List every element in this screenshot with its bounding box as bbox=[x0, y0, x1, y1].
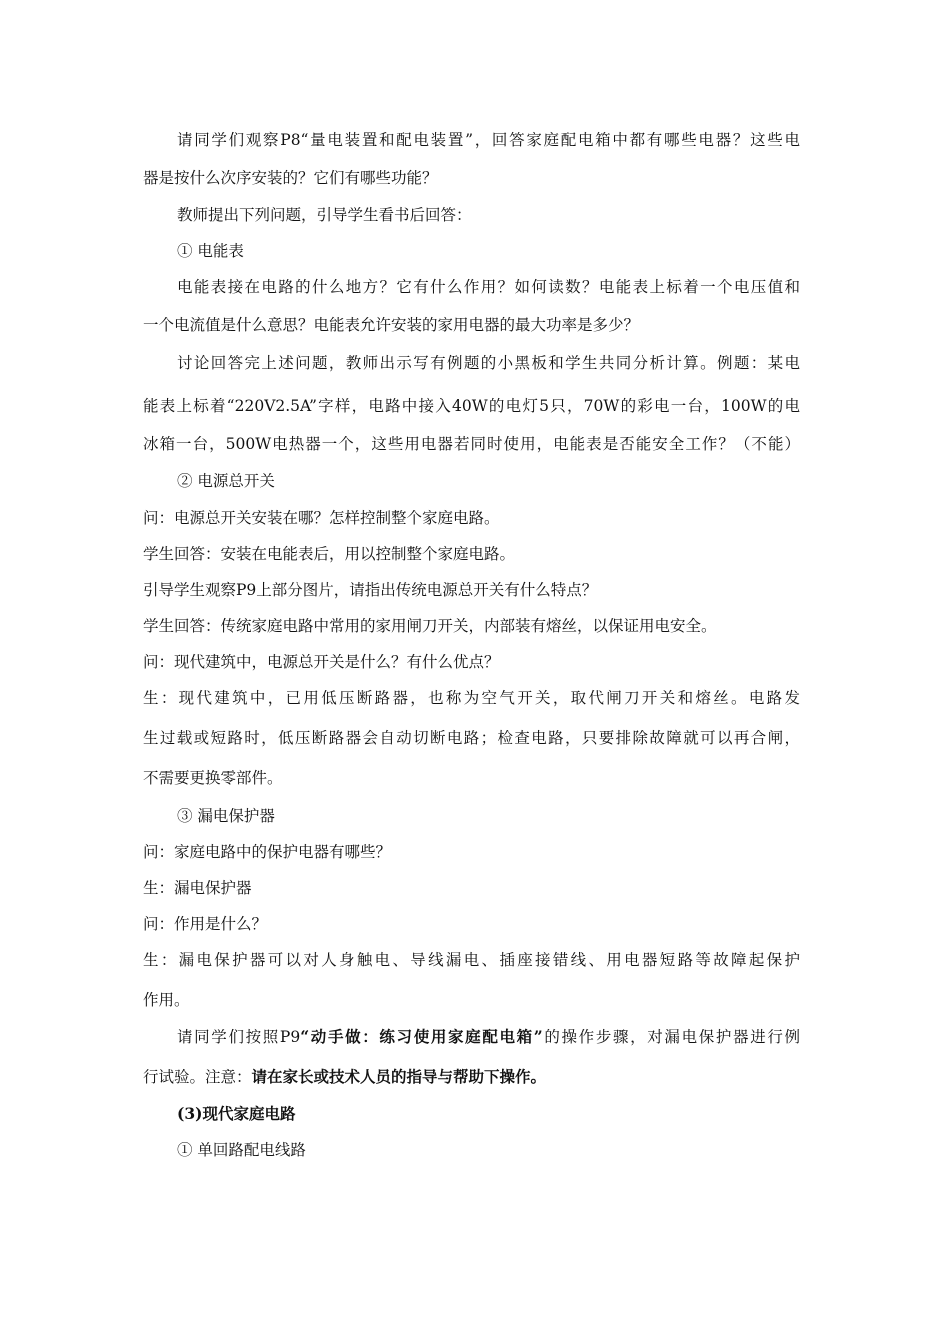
paragraph-p14-line-2: 作用。 bbox=[143, 991, 190, 1009]
p15-line-1-pre: 请同学们按照P9 bbox=[177, 1028, 301, 1046]
paragraph-p2: 教师提出下列问题，引导学生看书后回答： bbox=[177, 206, 472, 224]
paragraph-p4-line-2: 能表上标着“220V2.5A”字样，电路中接入40W的电灯5只，70W的彩电一台，100W的电 bbox=[143, 397, 800, 415]
paragraph-p1-line-2: 器是按什么次序安装的？它们有哪些功能？ bbox=[143, 169, 438, 187]
heading-modern-home-circuit: (3)现代家庭电路 bbox=[177, 1104, 296, 1123]
paragraph-p4-line-3: 冰箱一台，500W电热器一个，这些用电器若同时使用，电能表是否能安全工作？（不能） bbox=[143, 435, 800, 453]
paragraph-p15-line-1 bbox=[0, 1027, 800, 1047]
heading-electric-meter: ① 电能表 bbox=[177, 242, 244, 260]
p15-line-1-bold: “动手做：练习使用家庭配电箱” bbox=[300, 1027, 543, 1046]
paragraph-p8: 学生回答：传统家庭电路中常用的家用闸刀开关，内部装有熔丝，以保证用电安全。 bbox=[143, 617, 717, 635]
p15-line-2-pre: 行试验。注意： bbox=[143, 1068, 252, 1086]
paragraph-p1-line-1: 请同学们观察P8“量电装置和配电装置”，回答家庭配电箱中都有哪些电器？这些电 bbox=[177, 131, 800, 149]
p15-line-1-post: 的操作步骤，对漏电保护器进行例 bbox=[542, 1028, 800, 1046]
paragraph-p4-line-1: 讨论回答完上述问题，教师出示写有例题的小黑板和学生共同分析计算。例题：某电 bbox=[177, 354, 800, 372]
paragraph-p10-line-2: 生过载或短路时，低压断路器会自动切断电路；检查电路，只要排除故障就可以再合闸， bbox=[143, 729, 800, 747]
heading-single-loop-wiring: ① 单回路配电线路 bbox=[177, 1141, 306, 1159]
paragraph-p3-line-2: 一个电流值是什么意思？电能表允许安装的家用电器的最大功率是多少？ bbox=[143, 316, 640, 334]
p15-line-2-bold: 请在家长或技术人员的指导与帮助下操作。 bbox=[251, 1067, 547, 1086]
paragraph-p11: 问：家庭电路中的保护电器有哪些？ bbox=[143, 843, 392, 861]
paragraph-p10-line-1: 生：现代建筑中，已用低压断路器，也称为空气开关，取代闸刀开关和熔丝。电路发 bbox=[143, 689, 800, 707]
paragraph-p5: 问：电源总开关安装在哪？怎样控制整个家庭电路。 bbox=[143, 509, 500, 527]
paragraph-p10-line-3: 不需要更换零部件。 bbox=[143, 769, 283, 787]
paragraph-p6: 学生回答：安装在电能表后，用以控制整个家庭电路。 bbox=[143, 545, 516, 563]
heading-main-switch: ② 电源总开关 bbox=[177, 472, 275, 490]
paragraph-p14-line-1: 生：漏电保护器可以对人身触电、导线漏电、插座接错线、用电器短路等故障起保护 bbox=[143, 951, 800, 969]
paragraph-p9: 问：现代建筑中，电源总开关是什么？有什么优点？ bbox=[143, 653, 500, 671]
paragraph-p13: 问：作用是什么？ bbox=[143, 915, 268, 933]
paragraph-p7: 引导学生观察P9上部分图片，请指出传统电源总开关有什么特点？ bbox=[143, 581, 598, 599]
heading-leakage-protector: ③ 漏电保护器 bbox=[177, 807, 275, 825]
paragraph-p12: 生：漏电保护器 bbox=[143, 879, 252, 897]
paragraph-p15-line-2 bbox=[0, 1067, 950, 1087]
paragraph-p3-line-1: 电能表接在电路的什么地方？它有什么作用？如何读数？电能表上标着一个电压值和 bbox=[177, 278, 800, 296]
